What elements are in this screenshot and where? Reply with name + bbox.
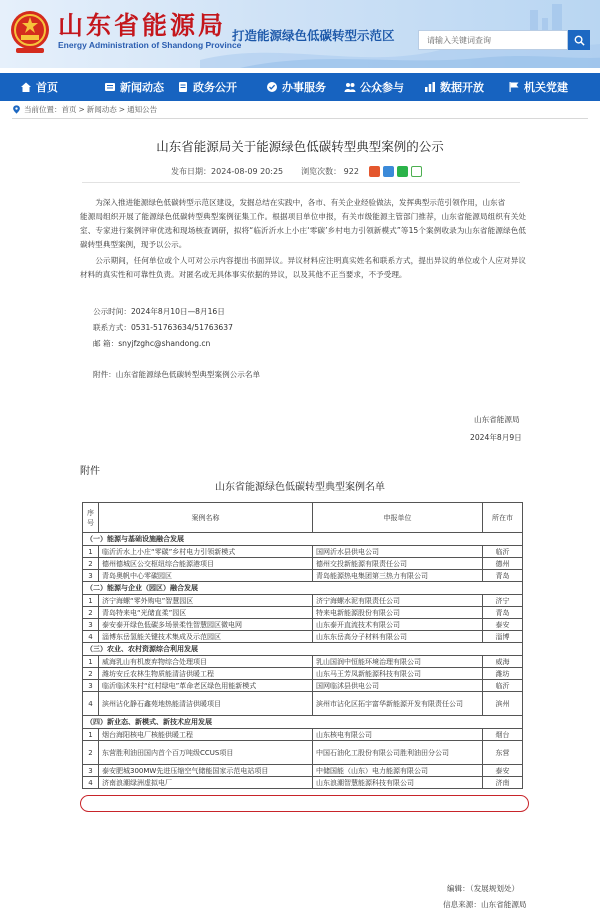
table-row	[83, 680, 523, 692]
service-icon	[266, 81, 278, 93]
case-applicant: 特来电新能源股份有限公司	[313, 607, 483, 619]
case-name: 东营胜利油田国内首个百万吨级CCUS项目	[99, 741, 313, 765]
signer: 山东省能源局	[474, 415, 520, 424]
table-group-row	[83, 643, 523, 656]
table-row	[83, 607, 523, 619]
case-city: 淄博	[483, 631, 523, 643]
case-index: 1	[83, 729, 99, 741]
nav-label: 机关党建	[524, 81, 568, 94]
site-subtitle: Energy Administration of Shandong Province	[58, 40, 242, 50]
case-applicant: 济宁海螺水泥有限责任公司	[313, 595, 483, 607]
article-meta	[0, 166, 600, 177]
search-icon	[574, 35, 585, 46]
nav-item-public-affairs[interactable]	[177, 73, 237, 101]
news-icon	[104, 81, 116, 93]
table-row	[83, 765, 523, 777]
people-icon	[344, 81, 356, 93]
table-row	[83, 631, 523, 643]
table-row	[83, 741, 523, 765]
table-row	[83, 668, 523, 680]
case-name: 威海乳山有机废弃物综合处理项目	[99, 656, 313, 668]
case-applicant: 中储国能（山东）电力能源有限公司	[313, 765, 483, 777]
header-case-name: 案例名称	[99, 503, 313, 533]
publish-date: 发布日期：2024-08-09 20:25	[171, 167, 284, 176]
breadcrumb	[12, 104, 157, 115]
attachment-link[interactable]: 附件：山东省能源绿色低碳转型典型案例公示名单	[93, 370, 261, 379]
paragraph-1-first-line: 为深入推进能源绿色低碳转型示范区建设，发掘总结在实践中，各市、有关企业经验做法，发挥典型示范引领作用，山东省	[95, 198, 506, 207]
nav-item-home[interactable]	[20, 73, 58, 101]
case-index: 1	[83, 595, 99, 607]
case-city: 泰安	[483, 619, 523, 631]
search-input[interactable]: 请输入关键词查询	[418, 30, 568, 50]
case-index: 2	[83, 558, 99, 570]
group-title: （二）能源与企业（园区）融合发展	[83, 582, 523, 595]
case-city: 临沂	[483, 680, 523, 692]
case-index: 1	[83, 656, 99, 668]
main-nav	[0, 73, 600, 101]
doc-icon	[177, 81, 189, 93]
chevron-right-icon: >	[118, 105, 126, 114]
home-icon	[20, 81, 32, 93]
breadcrumb-home[interactable]: 首页	[61, 105, 77, 114]
article-title: 山东省能源局关于能源绿色低碳转型典型案例的公示	[156, 139, 444, 154]
case-city: 临沂	[483, 546, 523, 558]
site-title[interactable]: 山东省能源局	[58, 11, 227, 40]
table-row	[83, 619, 523, 631]
attachment-title: 山东省能源绿色低碳转型典型案例名单	[215, 482, 385, 493]
case-city: 东营	[483, 741, 523, 765]
weibo-share-icon[interactable]	[369, 166, 380, 177]
case-city: 青岛	[483, 570, 523, 582]
case-city: 烟台	[483, 729, 523, 741]
contact-phone: 联系方式：0531-51763634/51763637	[93, 323, 233, 332]
case-applicant: 山东马王芳凤新能源科技有限公司	[313, 668, 483, 680]
nav-label: 首页	[36, 81, 58, 94]
case-index: 3	[83, 619, 99, 631]
nav-label: 公众参与	[360, 81, 404, 94]
table-row	[83, 777, 523, 789]
header-slogan: 打造能源绿色低碳转型示范区	[232, 28, 395, 43]
paragraph-1-body: 能源局组织开展了能源绿色低碳转型典型案例征集工作。根据项目单位申报，有关市级能源主管部门推荐，山东省能源局组织有关处室、专家进行案例评审优选和现场核查调研，拟将“临沂沂水上小庄‘零碳’乡村电力引领新模式”等15个案例收录为山东省能源绿色低碳转型典型案例，现予以公示。	[80, 212, 526, 250]
nav-label: 新闻动态	[120, 81, 164, 94]
case-name: 淄博东岳氢能关键技术集成及示范园区	[99, 631, 313, 643]
case-index: 3	[83, 680, 99, 692]
table-group-row	[83, 582, 523, 595]
case-name: 泰安泰开绿色低碳多场景柔性智慧园区微电网	[99, 619, 313, 631]
national-emblem-icon	[8, 8, 52, 56]
case-name: 青岛奥帆中心零碳园区	[99, 570, 313, 582]
case-name: 临沂沂水上小庄“零碳”乡村电力引领新模式	[99, 546, 313, 558]
case-name: 烟台海阳核电厂核能供暖工程	[99, 729, 313, 741]
case-name: 青岛特来电“光储直柔”园区	[99, 607, 313, 619]
print-icon[interactable]	[411, 166, 422, 177]
attachment-label: 附件	[80, 466, 100, 477]
breadcrumb-notices[interactable]: 通知公告	[127, 105, 158, 114]
info-source: 信息来源：山东省能源局	[443, 900, 527, 909]
case-list-table	[82, 502, 523, 789]
contact-email[interactable]: 邮 箱：snyjfzghc@shandong.cn	[93, 339, 211, 348]
case-applicant: 山东泰开直流技术有限公司	[313, 619, 483, 631]
search-button[interactable]	[568, 30, 590, 50]
table-row	[83, 656, 523, 668]
breadcrumb-prefix: 当前位置：	[24, 105, 62, 114]
case-index: 3	[83, 570, 99, 582]
case-city: 威海	[483, 656, 523, 668]
nav-item-party-building[interactable]	[508, 73, 568, 101]
chart-icon	[424, 81, 436, 93]
nav-label: 办事服务	[282, 81, 326, 94]
sign-date: 2024年8月9日	[470, 433, 522, 442]
case-index: 2	[83, 607, 99, 619]
case-name: 济宁海螺“零外购电”智慧园区	[99, 595, 313, 607]
breadcrumb-news[interactable]: 新闻动态	[86, 105, 117, 114]
case-name: 济南浪潮绿洲虚拟电厂	[99, 777, 313, 789]
chevron-right-icon: >	[78, 105, 85, 114]
nav-item-news[interactable]	[104, 73, 164, 101]
case-applicant: 山东核电有限公司	[313, 729, 483, 741]
table-row	[83, 692, 523, 716]
header-applicant: 申报单位	[313, 503, 483, 533]
case-index: 4	[83, 692, 99, 716]
group-title: （三）农业、农村资源综合利用发展	[83, 643, 523, 656]
case-name: 德州德城区公交枢纽综合能源港项目	[99, 558, 313, 570]
case-index: 1	[83, 546, 99, 558]
case-applicant: 山东浪潮智慧能源科技有限公司	[313, 777, 483, 789]
case-city: 潍坊	[483, 668, 523, 680]
divider	[12, 118, 588, 119]
flag-icon	[508, 81, 520, 93]
case-applicant: 中国石油化工股份有限公司胜利油田分公司	[313, 741, 483, 765]
table-row	[83, 595, 523, 607]
nav-label: 数据开放	[440, 81, 484, 94]
case-applicant: 乳山国润中恒能环境治理有限公司	[313, 656, 483, 668]
highlight-annotation	[80, 795, 529, 812]
case-applicant: 国网沂水县供电公司	[313, 546, 483, 558]
group-title: （一）能源与基础设施融合发展	[83, 533, 523, 546]
table-group-row	[83, 716, 523, 729]
case-applicant: 德州交投新能源有限责任公司	[313, 558, 483, 570]
nav-item-open-data[interactable]	[424, 73, 484, 101]
case-city: 德州	[483, 558, 523, 570]
case-applicant: 山东东岳高分子材料有限公司	[313, 631, 483, 643]
paragraph-2: 公示期间，任何单位或个人可对公示内容提出书面异议。异议材料应注明真实姓名和联系方式，提出异议的单位或个人应对异议材料的真实性和可靠性负责。对匿名或无具体事实依据的异议，以及其他不正当要求，不予受理。	[80, 256, 526, 280]
case-city: 济南	[483, 777, 523, 789]
case-applicant: 滨州市沾化区拓宇富华新能源开发有限责任公司	[313, 692, 483, 716]
case-index: 2	[83, 741, 99, 765]
case-city: 滨州	[483, 692, 523, 716]
table-header-row	[83, 503, 523, 533]
case-name: 泰安肥城300MW先进压缩空气储能国家示范电站项目	[99, 765, 313, 777]
table-row	[83, 729, 523, 741]
header-index: 序号	[83, 503, 99, 533]
nav-item-services[interactable]	[266, 73, 326, 101]
header-city: 所在市	[483, 503, 523, 533]
case-city: 青岛	[483, 607, 523, 619]
case-applicant: 国网临沭县供电公司	[313, 680, 483, 692]
case-index: 4	[83, 777, 99, 789]
case-index: 3	[83, 765, 99, 777]
case-applicant: 青岛能源热电集团第三热力有限公司	[313, 570, 483, 582]
nav-item-participation[interactable]	[344, 73, 404, 101]
editor: 编辑：（发展规划处）	[447, 884, 520, 893]
case-city: 济宁	[483, 595, 523, 607]
divider	[82, 182, 520, 183]
table-row	[83, 570, 523, 582]
share-buttons	[369, 166, 425, 177]
case-name: 临沂临沭朱村“红村绿电”革命老区绿色用能新模式	[99, 680, 313, 692]
case-index: 4	[83, 631, 99, 643]
notice-period: 公示时间：2024年8月10日—8月16日	[93, 307, 225, 316]
nav-label: 政务公开	[193, 81, 237, 94]
case-city: 泰安	[483, 765, 523, 777]
table-row	[83, 558, 523, 570]
case-name: 潍坊安丘农林生物质能清洁供暖工程	[99, 668, 313, 680]
location-pin-icon	[12, 105, 21, 114]
case-name: 滨州沾化静石鑫苑地热能清洁供暖项目	[99, 692, 313, 716]
case-index: 2	[83, 668, 99, 680]
wechat-share-icon[interactable]	[397, 166, 408, 177]
site-header	[0, 0, 600, 68]
table-group-row	[83, 533, 523, 546]
table-row	[83, 546, 523, 558]
view-count: 浏览次数： 922	[301, 167, 359, 176]
qzone-share-icon[interactable]	[383, 166, 394, 177]
group-title: （四）新业态、新模式、新技术应用发展	[83, 716, 523, 729]
